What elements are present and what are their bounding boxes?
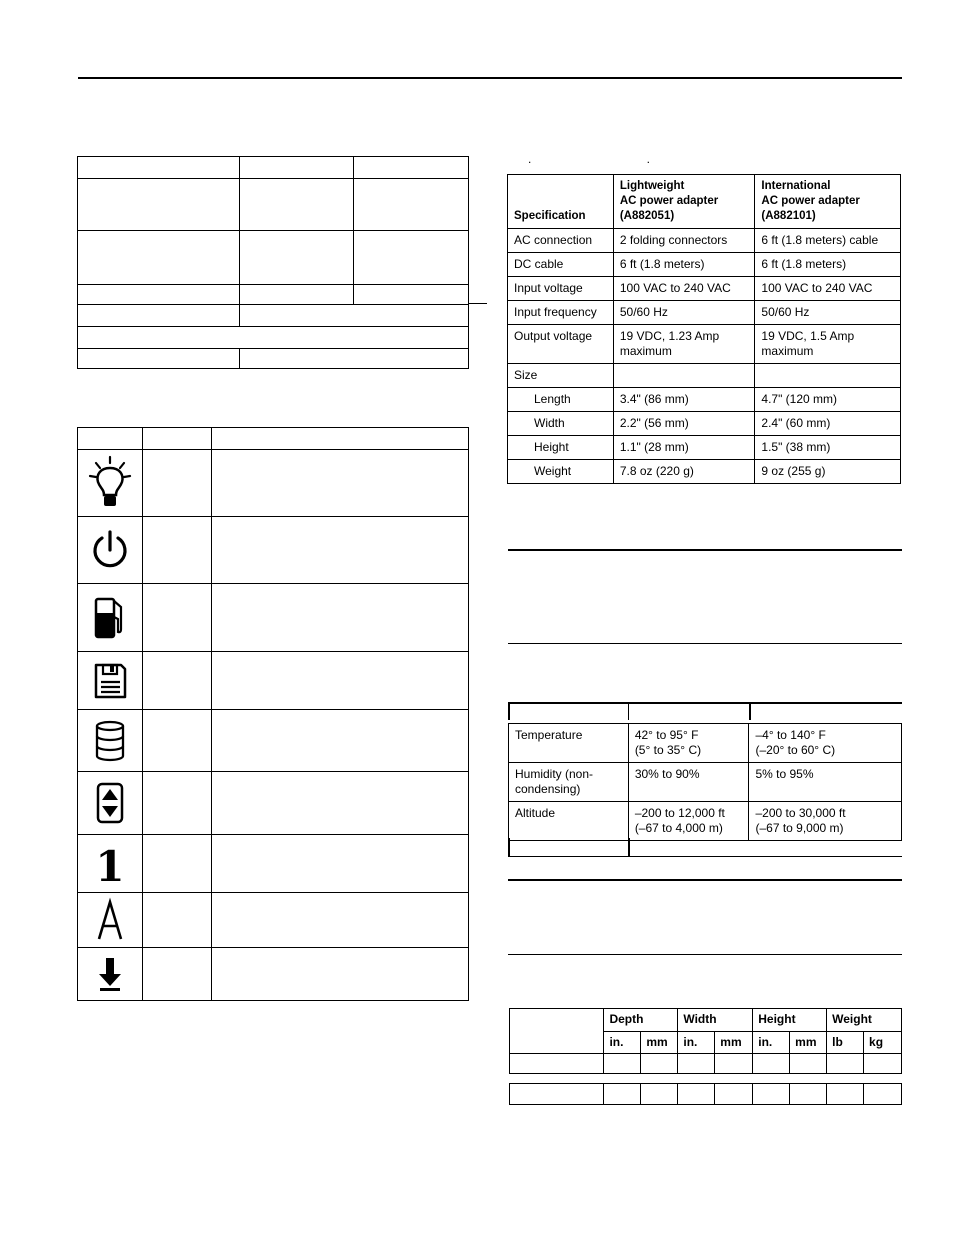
download-arrow-icon [97,954,123,994]
cell: 100 VAC to 240 VAC [755,277,901,301]
caps-lock-icon [95,898,125,942]
env-footer-divider [508,838,510,856]
unit-header: lb [827,1032,864,1054]
table-row [508,229,901,253]
cell: 5% to 95% [749,763,902,802]
env-header-divider [508,703,510,720]
cell: –4° to 140° F (–20° to 60° C) [749,724,902,763]
row-label: Height [508,436,614,460]
table-row [509,724,902,763]
table-row [508,364,901,388]
row-label: AC connection [508,229,614,253]
table-row [508,388,901,412]
row-label: Size [508,364,614,388]
header-lightweight: Lightweight AC power adapter (A882051) [613,175,755,229]
adapter-header-row [508,175,901,229]
table-row [508,301,901,325]
cell: –200 to 30,000 ft (–67 to 9,000 m) [749,802,902,841]
cell: 2 folding connectors [613,229,755,253]
dimensions-table [509,1008,902,1105]
env-header-divider [628,703,629,720]
cell: 2.2" (56 mm) [613,412,755,436]
cell: 50/60 Hz [755,301,901,325]
unit-header: mm [715,1032,753,1054]
caption-marks: . . [528,152,707,166]
light-bulb-icon [85,455,135,511]
section-rule [508,549,902,551]
environment-table [508,723,902,841]
unit-header: mm [641,1032,678,1054]
cell: 1.5" (38 mm) [755,436,901,460]
scroll-arrows-icon [94,781,126,825]
header-international: International AC power adapter (A882101) [755,175,901,229]
floppy-disk-icon [91,661,129,701]
table-row [508,277,901,301]
adapter-spec-table [507,174,901,484]
group-width: Width [678,1009,753,1032]
fuel-gauge-icon [93,595,127,641]
cell: 19 VDC, 1.23 Amp maximum [613,325,755,364]
env-footer-divider [628,838,630,856]
cell: 1.1" (28 mm) [613,436,755,460]
env-header-divider [749,703,751,720]
row-label: Length [508,388,614,412]
unit-header: in. [678,1032,715,1054]
row-label: Altitude [509,802,629,841]
env-top-rule [508,702,902,704]
cell: 6 ft (1.8 meters) [613,253,755,277]
group-depth: Depth [604,1009,678,1032]
svg-text:1: 1 [95,841,125,891]
cell: 3.4" (86 mm) [613,388,755,412]
group-height: Height [753,1009,827,1032]
section-rule [508,643,902,644]
row-label: Input voltage [508,277,614,301]
cell: 2.4" (60 mm) [755,412,901,436]
cell: 6 ft (1.8 meters) [755,253,901,277]
cell [755,364,901,388]
table-row [508,412,901,436]
table-row [508,253,901,277]
row-label: DC cable [508,253,614,277]
cell: –200 to 12,000 ft (–67 to 4,000 m) [628,802,749,841]
row-label: Output voltage [508,325,614,364]
table-tick [469,303,487,304]
header-rule [78,77,902,79]
unit-header: mm [790,1032,827,1054]
unit-header: in. [753,1032,790,1054]
table-row [508,436,901,460]
table-row [508,460,901,484]
num-lock-icon [95,841,125,891]
row-label: Input frequency [508,301,614,325]
header-specification: Specification [508,175,614,229]
cell: 6 ft (1.8 meters) cable [755,229,901,253]
table-row [508,325,901,364]
row-label: Temperature [509,724,629,763]
corner-cell [510,1009,604,1054]
section-rule [508,954,902,955]
cell: 100 VAC to 240 VAC [613,277,755,301]
table-row [509,763,902,802]
row-label: Humidity (non- condensing) [509,763,629,802]
status-icon-cell [78,450,143,517]
cell: 50/60 Hz [613,301,755,325]
unit-header: in. [604,1032,641,1054]
status-icons-table [77,427,469,1001]
section-rule [508,879,902,881]
group-weight: Weight [827,1009,902,1032]
blank-spec-table [77,156,469,369]
table-row [509,802,902,841]
cell: 42° to 95° F (5° to 35° C) [628,724,749,763]
cell: 9 oz (255 g) [755,460,901,484]
hard-disk-icon [93,719,127,763]
env-bottom-rule [508,856,902,857]
power-icon [88,528,132,572]
cell: 4.7" (120 mm) [755,388,901,412]
cell [613,364,755,388]
row-label: Width [508,412,614,436]
row-label: Weight [508,460,614,484]
unit-header: kg [864,1032,902,1054]
cell: 7.8 oz (220 g) [613,460,755,484]
cell: 30% to 90% [628,763,749,802]
cell: 19 VDC, 1.5 Amp maximum [755,325,901,364]
